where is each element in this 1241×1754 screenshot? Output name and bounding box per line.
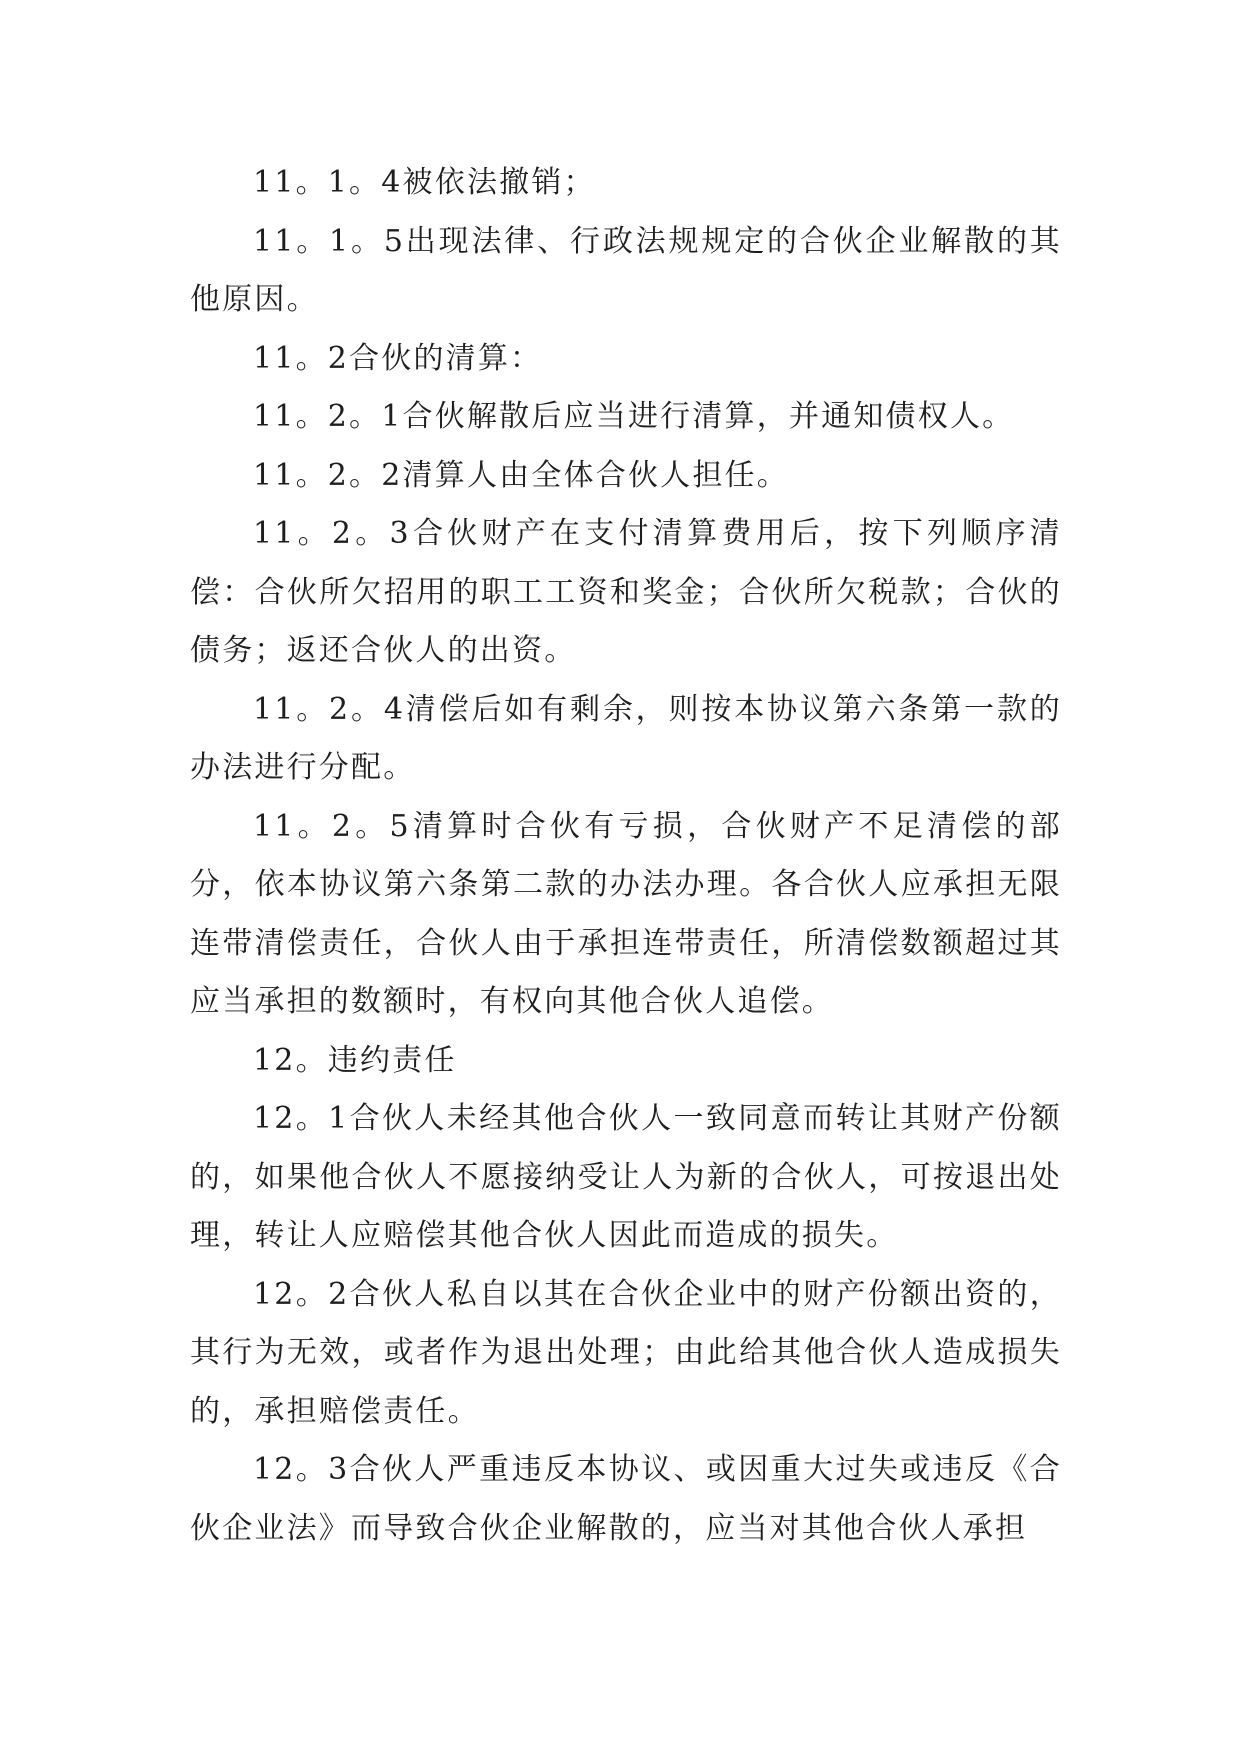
document-page	[190, 154, 1062, 1558]
clause-11-2-1: 11。2。1合伙解散后应当进行清算，并通知债权人。	[253, 399, 1015, 434]
clause-11-2-4: 11。2。4清偿后如有剩余，则按本协议第六条第一款的办法进行分配。	[190, 691, 1062, 785]
clause-11-2-5: 11。2。5清算时合伙有亏损，合伙财产不足清偿的部分，依本协议第六条第二款的办法办理。各合伙人应承担无限连带清偿责任，合伙人由于承担连带责任，所清偿数额超过其应当承担的数额时，有权向其他合伙人追偿。	[190, 808, 1062, 1019]
clause-11-2-3: 11。2。3合伙财产在支付清算费用后，按下列顺序清偿：合伙所欠招用的职工工资和奖金；合伙所欠税款；合伙的债务；返还合伙人的出资。	[190, 516, 1062, 668]
clause-11-2-2: 11。2。2清算人由全体合伙人担任。	[253, 457, 789, 493]
clause-12-2: 12。2合伙人私自以其在合伙企业中的财产份额出资的，其行为无效，或者作为退出处理；由此给其他合伙人造成损失的，承担赔偿责任。	[190, 1276, 1062, 1429]
clause-11-2-heading: 11。2合伙的清算：	[253, 340, 543, 376]
clause-12-1: 12。1合伙人未经其他合伙人一致同意而转让其财产份额的，如果他合伙人不愿接纳受让人为新的合伙人，可按退出处理，转让人应赔偿其他合伙人因此而造成的损失。	[190, 1101, 1062, 1253]
section-12-heading: 12。违约责任	[253, 1042, 457, 1078]
clause-11-1-5: 11。1。5出现法律、行政法规规定的合伙企业解散的其他原因。	[190, 223, 1062, 317]
clause-12-3: 12。3合伙人严重违反本协议、或因重大过失或违反《合伙企业法》而导致合伙企业解散的，应当对其他合伙人承担	[190, 1452, 1062, 1546]
clause-11-1-4: 11。1。4被依法撤销；	[253, 165, 596, 200]
